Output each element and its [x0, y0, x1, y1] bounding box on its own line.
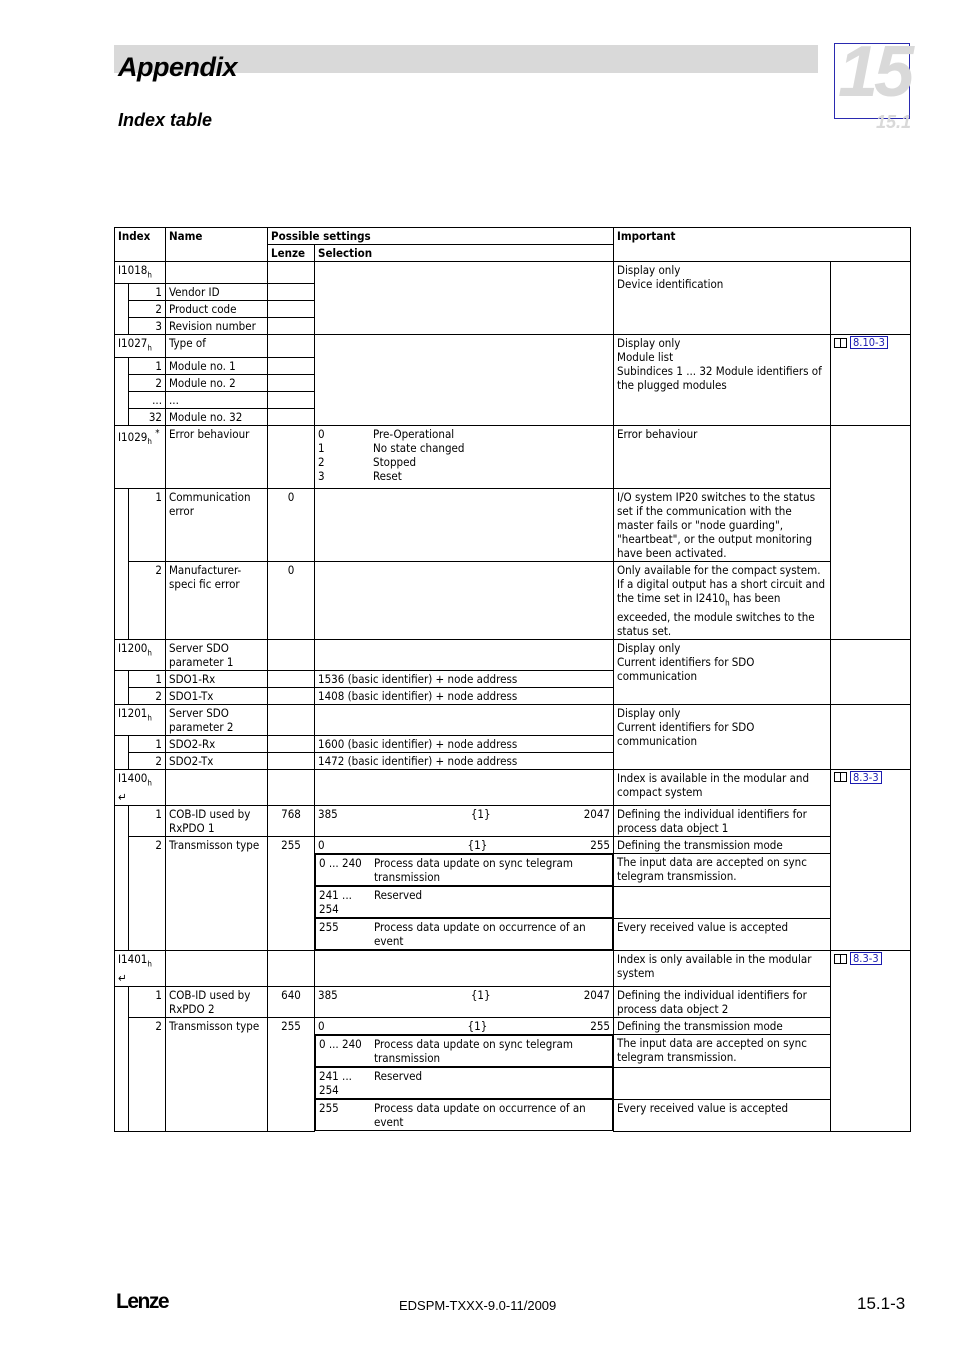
col-possible-header: Possible settings — [268, 228, 614, 245]
selection-cell: 0 Pre-Operational 1 No state changed 2 Stopped 3 Reset — [315, 425, 614, 488]
table-row: ... ... — [115, 391, 911, 408]
table-row: 0 ... 240 Process data update on sync telegram transmission The input data are accepted on sync telegram transmission. — [115, 854, 911, 887]
index-cell: $I1401_h$ ↵ — [115, 951, 166, 987]
table-row: 2 SDO1-Tx 1408 (basic identifier) + node address — [115, 687, 911, 704]
index-cell: $I1018_h$ — [115, 262, 166, 284]
document-id: EDSPM-TXXX-9.0-11/2009 — [399, 1298, 557, 1313]
table-row: 32 Module no. 32 — [115, 408, 911, 425]
table-row: 1 SDO1-Rx 1536 (basic identifier) + node address — [115, 670, 911, 687]
col-lenze-header: Lenze — [268, 245, 315, 262]
col-name-header: Name — [166, 228, 268, 262]
table-row: 2 Module no. 2 — [115, 374, 911, 391]
section-number: 15.1 — [876, 112, 912, 132]
table-row: 2 Transmisson type 255 0 {1} 255 Defining the transmission mode — [115, 1018, 911, 1035]
index-cell: $I1400_h$ ↵ — [115, 769, 166, 805]
table-row: $I1401_h$ ↵ Index is only available in the modular system 8.3-3 — [115, 951, 911, 987]
table-row: $I1029_h$ * Error behaviour 0 Pre-Operational 1 No state changed 2 Stopped 3 Reset Error behaviour — [115, 425, 911, 488]
table-row: 1 Communication error 0 I/O system IP20 switches to the status set if the communication with the master fails or "node guarding", "heartbeat", or the output monitoring have been activated. — [115, 488, 911, 561]
table-row: 1 SDO2-Rx 1600 (basic identifier) + node address — [115, 735, 911, 752]
book-icon — [834, 954, 847, 964]
index-cell: $I1201_h$ — [115, 704, 166, 735]
table-row: 1 Vendor ID — [115, 284, 911, 301]
lenze-logo: Lenze — [116, 1290, 169, 1313]
index-cell: $I1200_h$ — [115, 639, 166, 670]
table-row: 1 Module no. 1 — [115, 357, 911, 374]
table-row: 2 Transmisson type 255 0 {1} 255 Defining the transmission mode — [115, 837, 911, 854]
table-row: 241 ... 254 Reserved — [115, 1067, 911, 1099]
important-cell: Display only Module list Subindices 1 ... 32 Module identifiers of the plugged modules — [614, 335, 831, 425]
table-header-row — [115, 228, 911, 245]
page-number: 15.1-3 — [857, 1294, 906, 1313]
col-index-header: Index — [115, 228, 166, 262]
index-cell: $I1027_h$ — [115, 335, 166, 357]
table-row: 241 ... 254 Reserved — [115, 886, 911, 918]
table-row: $I1400_h$ ↵ Index is available in the modular and compact system 8.3-3 — [115, 769, 911, 805]
book-icon — [834, 772, 847, 782]
page-title: Appendix — [118, 52, 238, 82]
table-row: $I1200_h$ Server SDO parameter 1 Display only Current identifiers for SDO communication — [115, 639, 911, 670]
manual-reference[interactable]: 8.10-3 — [834, 336, 888, 349]
chapter-number: 15 — [838, 32, 911, 112]
table-row: 2 Product code — [115, 301, 911, 318]
important-cell: Display only Device identification — [614, 262, 831, 335]
index-cell: $I1029_h$ * — [115, 425, 166, 488]
book-icon — [834, 338, 847, 348]
table-row: 2 Manufacturer-speci fic error 0 Only available for the compact system. If a digital output has a short circuit and the time set in $I2410_h$ has been exceeded, the module switches to the status set. — [115, 561, 911, 639]
table-row: $I1027_h$ Type of Display only Module list Subindices 1 ... 32 Module identifiers of the plugged modules 8.10-3 — [115, 335, 911, 357]
table-row: 3 Revision number — [115, 318, 911, 335]
manual-reference[interactable]: 8.3-3 — [834, 771, 882, 784]
table-row: 2 SDO2-Tx 1472 (basic identifier) + node address — [115, 752, 911, 769]
table-row: 1 COB-ID used by RxPDO 2 640 385 {1} 2047 Defining the individual identifiers for process data object 2 — [115, 987, 911, 1018]
manual-reference[interactable]: 8.3-3 — [834, 952, 882, 965]
page-subtitle: Index table — [118, 110, 213, 130]
table-row: 1 COB-ID used by RxPDO 1 768 385 {1} 2047 Defining the individual identifiers for process data object 1 — [115, 806, 911, 837]
index-table — [114, 227, 911, 1132]
col-selection-header: Selection — [315, 245, 614, 262]
table-row: 0 ... 240 Process data update on sync telegram transmission The input data are accepted on sync telegram transmission. — [115, 1035, 911, 1068]
table-row — [115, 262, 911, 284]
table-row: $I1201_h$ Server SDO parameter 2 Display only Current identifiers for SDO communication — [115, 704, 911, 735]
table-row: 255 Process data update on occurrence of an event Every received value is accepted — [115, 918, 911, 951]
col-important-header: Important — [614, 228, 911, 262]
table-row: 255 Process data update on occurrence of an event Every received value is accepted — [115, 1099, 911, 1131]
